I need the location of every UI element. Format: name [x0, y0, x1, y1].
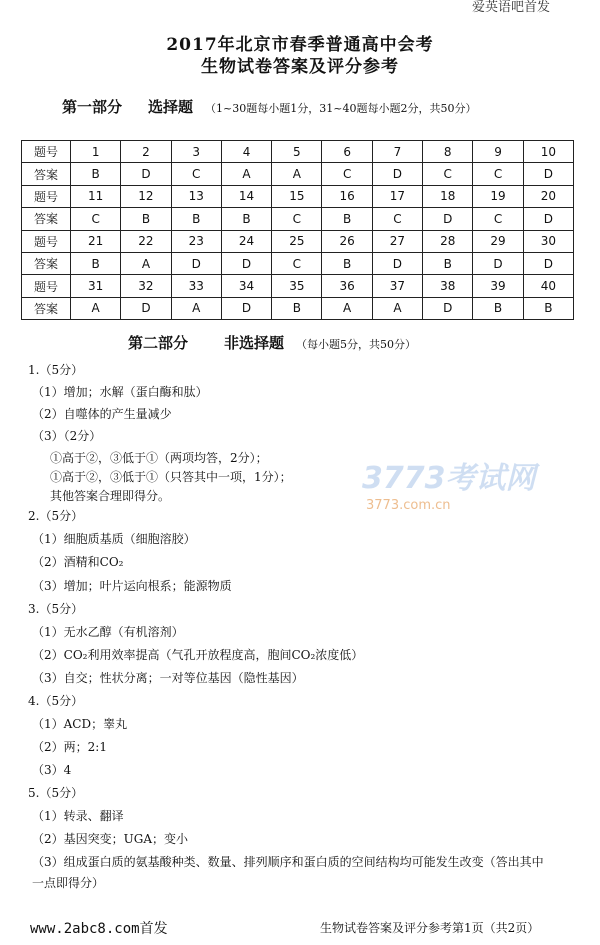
- row-header-number: 题号: [22, 141, 71, 163]
- answer-cell: C: [71, 208, 121, 230]
- answer-cell: B: [523, 297, 573, 319]
- question-number-cell: 4: [221, 141, 271, 163]
- row-header-answer: 答案: [22, 208, 71, 230]
- question-number-cell: 36: [322, 275, 372, 297]
- answer-cell: A: [171, 297, 221, 319]
- question-number-cell: 9: [473, 141, 523, 163]
- question-number-cell: 31: [71, 275, 121, 297]
- answer-cell: C: [272, 208, 322, 230]
- question-number-cell: 16: [322, 185, 372, 207]
- answer-cell: A: [322, 297, 372, 319]
- answer-table-answer-row: [22, 163, 574, 185]
- q5-part3-answer: （3）组成蛋白质的氨基酸种类、数量、排列顺序和蛋白质的空间结构均可能发生改变（答出其中: [32, 855, 544, 869]
- answer-cell: D: [372, 252, 422, 274]
- question-number-cell: 24: [221, 230, 271, 252]
- question-number-cell: 1: [71, 141, 121, 163]
- answer-cell: D: [523, 163, 573, 185]
- answer-cell: B: [171, 208, 221, 230]
- answer-cell: B: [322, 252, 372, 274]
- question-number-cell: 39: [473, 275, 523, 297]
- answer-cell: C: [272, 252, 322, 274]
- question-number-cell: 34: [221, 275, 271, 297]
- q1-part3-answer-full: ①高于②，③低于①（两项均答，2分）；: [50, 451, 268, 465]
- q4-part2-answer: （2）两；2:1: [32, 740, 107, 754]
- answer-cell: D: [423, 208, 473, 230]
- row-header-number: 题号: [22, 230, 71, 252]
- row-header-answer: 答案: [22, 297, 71, 319]
- question-number-cell: 17: [372, 185, 422, 207]
- exam-subtitle: 生物试卷答案及评分参考: [201, 57, 399, 77]
- question-number-cell: 26: [322, 230, 372, 252]
- q4-heading: 4.（5分）: [28, 694, 84, 708]
- answer-cell: B: [221, 208, 271, 230]
- q1-part1-answer: （1）增加；水解（蛋白酶和肽）: [32, 385, 208, 399]
- answer-cell: B: [322, 208, 372, 230]
- answer-cell: B: [121, 208, 171, 230]
- answer-table-answer-row: [22, 252, 574, 274]
- q1-part3-heading: （3）（2分）: [32, 429, 102, 443]
- question-number-cell: 35: [272, 275, 322, 297]
- answer-cell: D: [171, 252, 221, 274]
- answer-table-number-row: [22, 141, 574, 163]
- question-number-cell: 12: [121, 185, 171, 207]
- answer-cell: C: [322, 163, 372, 185]
- q3-part1-answer: （1）无水乙醇（有机溶剂）: [32, 625, 184, 639]
- answer-table-answer-row: [22, 297, 574, 319]
- q1-part2-answer: （2）自噬体的产生量减少: [32, 407, 172, 421]
- question-number-cell: 25: [272, 230, 322, 252]
- answer-cell: A: [272, 163, 322, 185]
- watermark-logo: 3773考试网: [362, 461, 536, 496]
- q2-heading: 2.（5分）: [28, 509, 84, 523]
- question-number-cell: 11: [71, 185, 121, 207]
- q3-part3-answer: （3）自交；性状分离；一对等位基因（隐性基因）: [32, 671, 304, 685]
- row-header-number: 题号: [22, 185, 71, 207]
- question-number-cell: 22: [121, 230, 171, 252]
- row-header-answer: 答案: [22, 163, 71, 185]
- q5-part2-answer: （2）基因突变；UGA；变小: [32, 832, 189, 846]
- answer-cell: B: [272, 297, 322, 319]
- part2-name: 非选择题: [224, 334, 285, 352]
- question-number-cell: 33: [171, 275, 221, 297]
- answer-cell: D: [121, 297, 171, 319]
- question-number-cell: 38: [423, 275, 473, 297]
- part1-label: 第一部分: [62, 98, 123, 116]
- answer-cell: A: [221, 163, 271, 185]
- answer-cell: B: [473, 297, 523, 319]
- part1-scoring-note: （1~30题每小题1分，31~40题每小题2分，共50分）: [205, 102, 477, 115]
- question-number-cell: 19: [473, 185, 523, 207]
- answer-cell: D: [221, 252, 271, 274]
- question-number-cell: 6: [322, 141, 372, 163]
- answer-cell: D: [473, 252, 523, 274]
- question-number-cell: 21: [71, 230, 121, 252]
- row-header-answer: 答案: [22, 252, 71, 274]
- question-number-cell: 27: [372, 230, 422, 252]
- q3-heading: 3.（5分）: [28, 602, 84, 616]
- answer-cell: C: [372, 208, 422, 230]
- question-number-cell: 32: [121, 275, 171, 297]
- answer-cell: C: [473, 208, 523, 230]
- question-number-cell: 28: [423, 230, 473, 252]
- question-number-cell: 14: [221, 185, 271, 207]
- answer-table-number-row: [22, 230, 574, 252]
- answer-table-number-row: [22, 275, 574, 297]
- footer-website: www.2abc8.com首发: [30, 921, 168, 937]
- q1-part3-answer-partial: ①高于②，③低于①（只答其中一项，1分）；: [50, 470, 292, 484]
- question-number-cell: 3: [171, 141, 221, 163]
- question-number-cell: 8: [423, 141, 473, 163]
- question-number-cell: 20: [523, 185, 573, 207]
- part1-name: 选择题: [148, 98, 194, 116]
- row-header-number: 题号: [22, 275, 71, 297]
- answer-cell: D: [372, 163, 422, 185]
- question-number-cell: 2: [121, 141, 171, 163]
- exam-title: 2017年北京市春季普通高中会考: [166, 35, 434, 55]
- question-number-cell: 7: [372, 141, 422, 163]
- part2-scoring-note: （每小题5分，共50分）: [296, 338, 417, 351]
- q1-part3-other-answers: 其他答案合理即得分。: [50, 489, 171, 503]
- answer-cell: A: [372, 297, 422, 319]
- watermark-url: 3773.com.cn: [366, 498, 451, 513]
- question-number-cell: 40: [523, 275, 573, 297]
- question-number-cell: 15: [272, 185, 322, 207]
- q4-part3-answer: （3）4: [32, 763, 72, 777]
- answer-cell: A: [71, 297, 121, 319]
- q5-heading: 5.（5分）: [28, 786, 84, 800]
- answer-cell: D: [523, 252, 573, 274]
- q2-part3-answer: （3）增加；叶片运向根系；能源物质: [32, 579, 232, 593]
- question-number-cell: 18: [423, 185, 473, 207]
- answer-cell: D: [423, 297, 473, 319]
- question-number-cell: 37: [372, 275, 422, 297]
- q5-part3-answer-cont: 一点即得分）: [32, 876, 105, 890]
- answer-table-number-row: [22, 185, 574, 207]
- question-number-cell: 30: [523, 230, 573, 252]
- answer-table: [21, 140, 574, 320]
- question-number-cell: 10: [523, 141, 573, 163]
- question-number-cell: 13: [171, 185, 221, 207]
- answer-cell: C: [473, 163, 523, 185]
- corner-source-note: 爱英语吧首发: [471, 0, 550, 15]
- answer-cell: C: [423, 163, 473, 185]
- part2-label: 第二部分: [128, 334, 189, 352]
- q1-heading: 1.（5分）: [28, 363, 84, 377]
- answer-cell: B: [423, 252, 473, 274]
- q5-part1-answer: （1）转录、翻译: [32, 809, 124, 823]
- q2-part1-answer: （1）细胞质基质（细胞溶胶）: [32, 532, 196, 546]
- answer-cell: D: [121, 163, 171, 185]
- answer-cell: B: [71, 163, 121, 185]
- question-number-cell: 29: [473, 230, 523, 252]
- question-number-cell: 5: [272, 141, 322, 163]
- question-number-cell: 23: [171, 230, 221, 252]
- answer-table-answer-row: [22, 208, 574, 230]
- answer-cell: D: [523, 208, 573, 230]
- answer-cell: C: [171, 163, 221, 185]
- answer-cell: B: [71, 252, 121, 274]
- answer-cell: D: [221, 297, 271, 319]
- answer-cell: A: [121, 252, 171, 274]
- part2-heading: [128, 332, 416, 353]
- q3-part2-answer: （2）CO₂利用效率提高（气孔开放程度高，胞间CO₂浓度低）: [32, 648, 364, 662]
- footer-page-info: 生物试卷答案及评分参考第1页（共2页）: [320, 921, 540, 935]
- q2-part2-answer: （2）酒精和CO₂: [32, 555, 124, 569]
- q4-part1-answer: （1）ACD；睾丸: [32, 717, 128, 731]
- part1-heading: [62, 96, 476, 117]
